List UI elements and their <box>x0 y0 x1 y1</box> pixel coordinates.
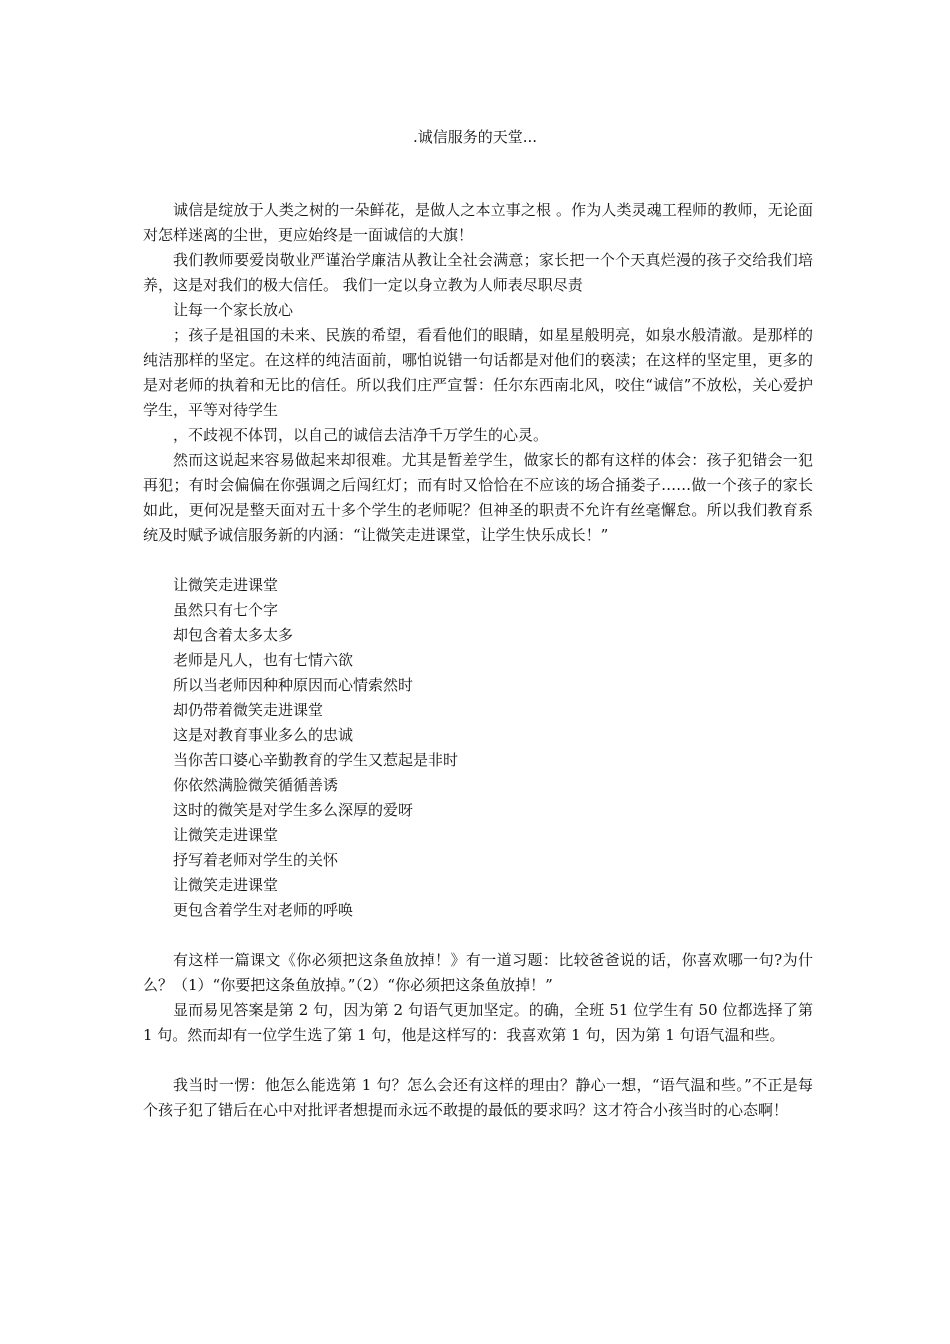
document-title: .诚信服务的天堂... <box>412 128 538 146</box>
poem-line: 更包含着学生对老师的呼唤 <box>173 901 354 919</box>
paragraph-3: 让每一个家长放心 <box>173 301 294 319</box>
poem-line: 你依然满脸微笑循循善诱 <box>173 776 339 794</box>
spacer <box>143 1048 813 1073</box>
spacer <box>143 548 813 573</box>
poem-line: 让微笑走进课堂 <box>173 576 279 594</box>
poem-line: 所以当老师因种种原因而心情索然时 <box>173 676 414 694</box>
poem-line: 让微笑走进课堂 <box>173 826 279 844</box>
poem-block <box>143 573 813 923</box>
paragraph-5: ，不歧视不体罚，以自己的诚信去洁净千万学生的心灵。 <box>173 426 549 444</box>
poem-line: 这是对教育事业多么的忠诚 <box>173 726 354 744</box>
poem-line: 让微笑走进课堂 <box>173 876 279 894</box>
paragraph-7: 有这样一篇课文《你必须把这条鱼放掉！》有一道习题：比较爸爸说的话，你喜欢哪一句?为什么？（1）“你要把这条鱼放掉。”（2）“你必须把这条鱼放掉！” <box>143 951 813 994</box>
paragraph-8: 显而易见答案是第 2 句，因为第 2 句语气更加坚定。的确，全班 51 位学生有 50 位都选择了第 1 句。然而却有一位学生选了第 1 句，他是这样写的：我喜欢第 1 句，因为第 1 句语气温和些。 <box>143 1001 813 1044</box>
poem-line: 却包含着太多太多 <box>173 626 294 644</box>
paragraph-4: ；孩子是祖国的未来、民族的希望，看看他们的眼睛，如星星般明亮，如泉水般清澈。是那样的纯洁那样的坚定。在这样的纯洁面前，哪怕说错一句话都是对他们的亵渎；在这样的坚定里，更多的是对老师的执着和无比的信任。所以我们庄严宣誓：任尔东西南北风，咬住“诚信”不放松，关心爱护学生，平等对待学生 <box>143 326 813 419</box>
poem-line: 抒写着老师对学生的关怀 <box>173 851 339 869</box>
spacer <box>143 923 813 948</box>
paragraph-1: 诚信是绽放于人类之树的一朵鲜花，是做人之本立事之根 。作为人类灵魂工程师的教师，无论面对怎样迷离的尘世，更应始终是一面诚信的大旗！ <box>143 201 813 244</box>
poem-line: 当你苦口婆心辛勤教育的学生又惹起是非时 <box>173 751 459 769</box>
paragraph-6: 然而这说起来容易做起来却很难。尤其是暂差学生，做家长的都有这样的体会：孩子犯错会一犯再犯；有时会偏偏在你强调之后闯红灯；而有时又恰恰在不应该的场合捅娄子……做一个孩子的家长如此，更何况是整天面对五十多个学生的老师呢？但神圣的职责不允许有丝毫懈怠。所以我们教育系统及时赋予诚信服务新的内涵：“让微笑走进课堂，让学生快乐成长！” <box>143 451 813 544</box>
paragraph-9: 我当时一愣：他怎么能选第 1 句？怎么会还有这样的理由？静心一想，“语气温和些。”不正是每个孩子犯了错后在心中对批评者想提而永远不敢提的最低的要求吗？这才符合小孩当时的心态啊！ <box>143 1076 813 1119</box>
poem-line: 却仍带着微笑走进课堂 <box>173 701 324 719</box>
poem-line: 这时的微笑是对学生多么深厚的爱呀 <box>173 801 414 819</box>
paragraph-2: 我们教师要爱岗敬业严谨治学廉洁从教让全社会满意；家长把一个个天真烂漫的孩子交给我们培养，这是对我们的极大信任。 我们一定以身立教为人师表尽职尽责 <box>143 251 813 294</box>
poem-line: 虽然只有七个字 <box>173 601 279 619</box>
document-body <box>143 198 813 1123</box>
poem-line: 老师是凡人，也有七情六欲 <box>173 651 354 669</box>
